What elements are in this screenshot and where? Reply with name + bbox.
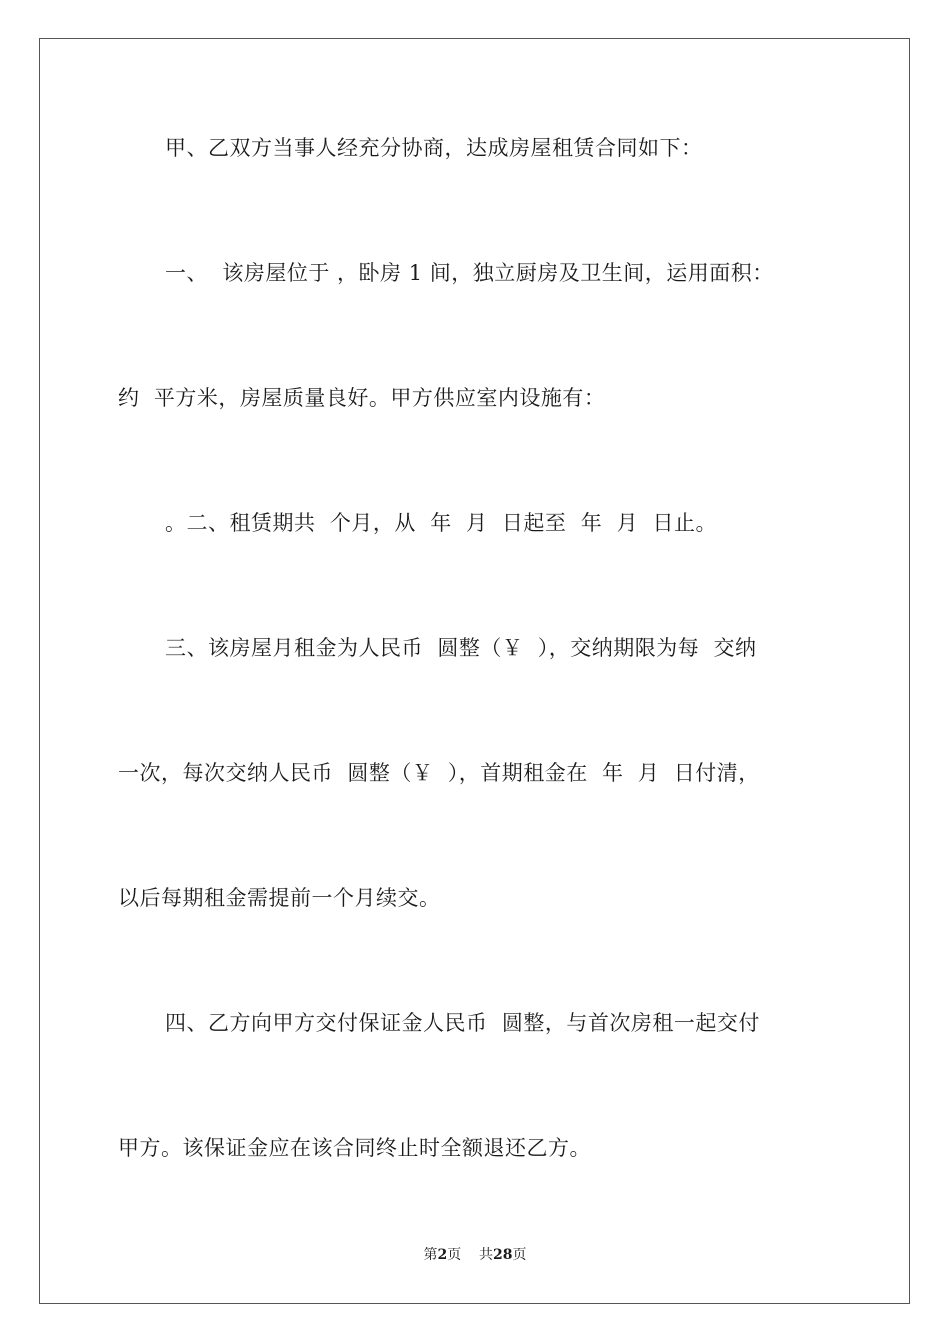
footer-suffix: 页 [512,1247,527,1263]
paragraph-line: 三、该房屋月租金为人民币 圆整（￥ ），交纳期限为每 交纳 [165,636,757,660]
footer-prefix: 第 [423,1247,438,1263]
footer-total-pages: 28 [493,1247,513,1263]
paragraph-line: 甲方。该保证金应在该合同终止时全额退还乙方。 [118,1136,591,1160]
footer-page-number: 2 [437,1247,448,1263]
paragraph-line: 四、乙方向甲方交付保证金人民币 圆整，与首次房租一起交付 [165,1011,760,1035]
paragraph-line: 以后每期租金需提前一个月续交。 [118,886,441,910]
paragraph-line: 约 平方米，房屋质量良好。甲方供应室内设施有： [118,386,606,410]
footer-middle: 页 共 [447,1247,494,1263]
page-frame [39,38,910,1304]
page-footer [0,1245,950,1265]
paragraph-line: 一次，每次交纳人民币 圆整（￥ ），首期租金在 年 月 日付清， [118,761,760,785]
paragraph-line: 。二、租赁期共 个月，从 年 月 日起至 年 月 日止。 [165,511,717,535]
paragraph-line: 甲、乙双方当事人经充分协商，达成房屋租赁合同如下： [165,136,703,160]
paragraph-line: 一、 该房屋位于 ，卧房 1 间，独立厨房及卫生间，运用面积： [165,261,774,285]
